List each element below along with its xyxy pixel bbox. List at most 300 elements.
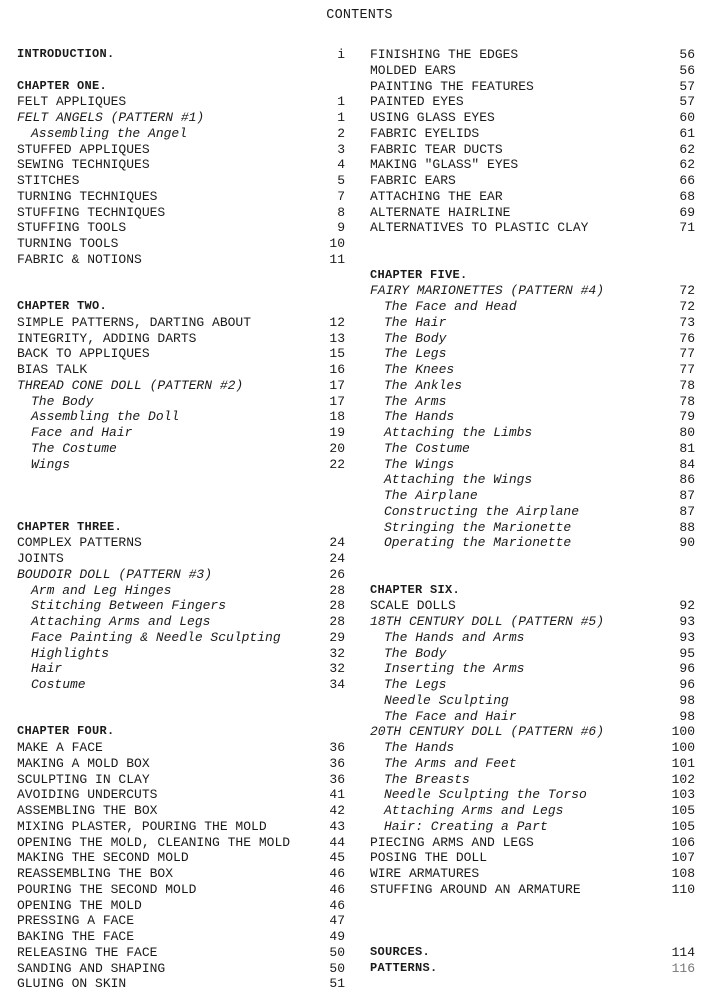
- toc-page-number: 71: [679, 220, 695, 236]
- toc-page-number: 79: [679, 409, 695, 425]
- section-spacer: [17, 472, 345, 519]
- toc-entry-title: Inserting the Arms: [384, 661, 525, 677]
- toc-entry: [370, 866, 695, 882]
- toc-page-number: 36: [329, 771, 345, 787]
- toc-entry-title: Attaching the Wings: [384, 472, 533, 488]
- toc-entry-title: The Costume: [384, 440, 470, 456]
- toc-entry-title: FINISHING THE EDGES: [370, 47, 519, 62]
- toc-page-number: 114: [671, 944, 695, 960]
- toc-subentry: [370, 677, 695, 693]
- toc-entry-title: 20TH CENTURY DOLL (PATTERN #6): [370, 724, 605, 740]
- toc-subentry: [17, 394, 345, 410]
- toc-page-number: 13: [329, 330, 345, 346]
- toc-entry-title: BACK TO APPLIQUES: [17, 346, 150, 362]
- toc-page-number: 12: [329, 314, 345, 330]
- toc-page-number: 73: [679, 314, 695, 330]
- toc-entry-title: BOUDOIR DOLL (PATTERN #3): [17, 566, 213, 582]
- toc-subentry: [370, 472, 695, 488]
- toc-entry: [17, 189, 345, 205]
- toc-subentry: [370, 441, 695, 457]
- toc-entry: [17, 110, 345, 126]
- toc-page-number: 107: [671, 850, 695, 866]
- toc-page-number: 3: [337, 141, 345, 157]
- toc-entry-title: SIMPLE PATTERNS, DARTING ABOUT: [17, 314, 252, 330]
- toc-entry-title: Stringing the Marionette: [384, 519, 572, 535]
- toc-entry-title: Hair: [31, 661, 63, 677]
- toc-page-number: 105: [671, 803, 695, 818]
- toc-entry-title: SANDING AND SHAPING: [17, 960, 166, 976]
- toc-page-number: 100: [671, 724, 695, 740]
- toc-page-number: 66: [679, 173, 695, 188]
- toc-entry-title: Needle Sculpting the Torso: [384, 787, 587, 803]
- toc-page-number: i: [337, 47, 345, 62]
- toc-entry-title: The Airplane: [384, 488, 478, 503]
- toc-page-number: 34: [329, 677, 345, 692]
- toc-entry: [17, 157, 345, 173]
- toc-page-number: 110: [671, 881, 695, 897]
- toc-entry: [17, 551, 345, 567]
- section-spacer: [370, 551, 695, 583]
- toc-entry: [370, 205, 695, 221]
- toc-entry: [17, 252, 345, 268]
- toc-section-heading: [17, 47, 345, 63]
- toc-entry-title: The Costume: [31, 440, 117, 456]
- toc-entry-title: BAKING THE FACE: [17, 929, 135, 944]
- toc-entry-title: PRESSING A FACE: [17, 913, 135, 929]
- toc-page-number: 4: [337, 157, 345, 173]
- toc-subentry: [17, 441, 345, 457]
- toc-section-heading: [17, 79, 345, 95]
- toc-entry-title: INTEGRITY, ADDING DARTS: [17, 330, 197, 346]
- toc-entry-title: Hair: Creating a Part: [384, 818, 548, 834]
- toc-entry-title: Attaching Arms and Legs: [384, 803, 564, 818]
- toc-entry: [17, 913, 345, 929]
- toc-entry: [370, 157, 695, 173]
- toc-entry-title: RELEASING THE FACE: [17, 944, 158, 960]
- toc-entry-title: The Face and Head: [384, 299, 517, 314]
- toc-entry: [370, 79, 695, 95]
- toc-subentry: [17, 677, 345, 693]
- toc-entry-title: MAKING A MOLD BOX: [17, 755, 150, 771]
- toc-entry-title: CHAPTER THREE.: [17, 519, 123, 534]
- toc-entry-title: The Legs: [384, 677, 447, 692]
- toc-entry-title: PIECING ARMS AND LEGS: [370, 834, 534, 850]
- toc-page-number: 1: [337, 94, 345, 110]
- toc-subentry: [17, 457, 345, 473]
- toc-page-number: 5: [337, 173, 345, 188]
- toc-entry: [17, 94, 345, 110]
- toc-entry: [370, 598, 695, 614]
- toc-entry: [370, 110, 695, 126]
- toc-entry-title: The Body: [384, 330, 447, 346]
- toc-page-number: 19: [329, 425, 345, 440]
- toc-page-number: 68: [679, 188, 695, 204]
- toc-entry-title: REASSEMBLING THE BOX: [17, 866, 174, 881]
- toc-entry-title: FABRIC TEAR DUCTS: [370, 141, 503, 157]
- toc-page-number: 84: [679, 456, 695, 472]
- toc-page-number: 32: [329, 661, 345, 677]
- toc-entry-title: Stitching Between Fingers: [31, 598, 227, 614]
- toc-page-number: 9: [337, 220, 345, 236]
- toc-entry-title: The Hands: [384, 740, 455, 755]
- toc-page-number: 86: [679, 472, 695, 488]
- toc-page-number: 81: [679, 440, 695, 456]
- toc-entry: [370, 47, 695, 63]
- toc-entry-title: TURNING TOOLS: [17, 236, 119, 251]
- toc-entry: [17, 535, 345, 551]
- toc-entry: [370, 220, 695, 236]
- toc-section-heading: [370, 961, 695, 977]
- toc-subentry: [370, 803, 695, 819]
- toc-entry-title: POSING THE DOLL: [370, 850, 488, 866]
- toc-page-number: 78: [679, 377, 695, 393]
- toc-section-heading: [17, 724, 345, 740]
- toc-page-number: 41: [329, 787, 345, 803]
- toc-page-number: 57: [679, 78, 695, 94]
- toc-entry: [17, 929, 345, 945]
- toc-entry-title: The Ankles: [384, 377, 463, 393]
- toc-entry-title: SCULPTING IN CLAY: [17, 771, 150, 787]
- section-spacer: [17, 268, 345, 300]
- toc-entry: [370, 94, 695, 110]
- toc-page-number: 15: [329, 346, 345, 362]
- toc-entry-title: Face and Hair: [31, 425, 133, 440]
- toc-entry-title: MOLDED EARS: [370, 62, 456, 78]
- toc-subentry: [370, 346, 695, 362]
- toc-page-number: 98: [679, 692, 695, 708]
- toc-entry-title: Arm and Leg Hinges: [31, 582, 172, 598]
- toc-entry-title: Attaching Arms and Legs: [31, 614, 211, 629]
- toc-entry-title: The Wings: [384, 456, 455, 472]
- toc-page-number: 7: [337, 188, 345, 204]
- toc-entry-title: ASSEMBLING THE BOX: [17, 803, 158, 818]
- toc-page-number: 46: [329, 881, 345, 897]
- toc-entry: [17, 835, 345, 851]
- toc-entry: [370, 63, 695, 79]
- toc-subentry: [370, 630, 695, 646]
- toc-entry: [17, 173, 345, 189]
- toc-entry: [17, 205, 345, 221]
- toc-entry-title: The Knees: [384, 362, 455, 377]
- toc-entry-title: The Face and Hair: [384, 708, 517, 724]
- toc-page-number: 78: [679, 393, 695, 409]
- toc-entry-title: The Arms and Feet: [384, 755, 517, 771]
- toc-right-column: [370, 47, 695, 976]
- toc-subentry: [370, 315, 695, 331]
- toc-page-number: 60: [679, 110, 695, 125]
- toc-page-number: 57: [679, 94, 695, 110]
- toc-page-number: 17: [329, 377, 345, 393]
- toc-page-number: 77: [679, 346, 695, 362]
- toc-entry-title: FABRIC EARS: [370, 173, 456, 188]
- toc-subentry: [370, 394, 695, 410]
- toc-entry-title: STUFFING TOOLS: [17, 220, 127, 236]
- toc-entry-title: MAKING THE SECOND MOLD: [17, 850, 189, 866]
- toc-entry-title: CHAPTER ONE.: [17, 78, 108, 93]
- toc-page-number: 106: [671, 834, 695, 850]
- toc-page-number: 50: [329, 960, 345, 976]
- toc-page-number: 46: [329, 866, 345, 881]
- toc-page-number: 87: [679, 488, 695, 503]
- toc-entry-title: Attaching the Limbs: [384, 425, 533, 440]
- page-title: CONTENTS: [326, 8, 393, 23]
- toc-entry-title: The Hands: [384, 409, 455, 425]
- toc-entry: [17, 787, 345, 803]
- toc-entry-title: The Legs: [384, 346, 447, 362]
- toc-entry-title: ATTACHING THE EAR: [370, 188, 503, 204]
- toc-subentry: [370, 457, 695, 473]
- toc-entry-title: CHAPTER TWO.: [17, 299, 108, 313]
- toc-entry-title: SCALE DOLLS: [370, 598, 456, 614]
- section-spacer: [370, 898, 695, 945]
- toc-page-number: 47: [329, 913, 345, 929]
- toc-entry-title: INTRODUCTION.: [17, 47, 115, 61]
- toc-entry-title: PAINTING THE FEATURES: [370, 78, 534, 94]
- toc-entry: [370, 835, 695, 851]
- toc-page-number: 46: [329, 897, 345, 913]
- toc-page-number: 92: [679, 598, 695, 614]
- toc-entry-title: ALTERNATE HAIRLINE: [370, 204, 511, 220]
- toc-subentry: [370, 709, 695, 725]
- toc-subentry: [370, 693, 695, 709]
- toc-page-number: 56: [679, 62, 695, 78]
- toc-entry-title: 18TH CENTURY DOLL (PATTERN #5): [370, 614, 605, 629]
- toc-page-number: 28: [329, 614, 345, 629]
- section-spacer: [17, 693, 345, 725]
- toc-entry: [17, 819, 345, 835]
- toc-page-number: 98: [679, 708, 695, 724]
- toc-entry: [17, 362, 345, 378]
- toc-entry: [370, 142, 695, 158]
- toc-entry: [370, 189, 695, 205]
- toc-entry-title: WIRE ARMATURES: [370, 866, 480, 881]
- toc-subentry: [370, 646, 695, 662]
- toc-page-number: 11: [329, 251, 345, 267]
- toc-page-number: 72: [679, 283, 695, 299]
- toc-entry-title: Operating the Marionette: [384, 535, 572, 551]
- toc-page-number: 96: [679, 661, 695, 677]
- toc-page-number: 50: [329, 944, 345, 960]
- toc-entry: [17, 142, 345, 158]
- toc-entry-title: STUFFING AROUND AN ARMATURE: [370, 881, 581, 897]
- toc-entry: [370, 882, 695, 898]
- toc-entry: [17, 220, 345, 236]
- toc-subentry: [370, 661, 695, 677]
- toc-entry-title: ALTERNATIVES TO PLASTIC CLAY: [370, 220, 589, 236]
- toc-subentry: [17, 425, 345, 441]
- toc-entry: [370, 850, 695, 866]
- toc-subentry: [370, 504, 695, 520]
- toc-entry-title: CHAPTER FIVE.: [370, 267, 468, 282]
- toc-subentry: [17, 598, 345, 614]
- toc-entry-title: FABRIC EYELIDS: [370, 125, 480, 141]
- toc-page-number: 62: [679, 157, 695, 173]
- toc-entry-title: GLUING ON SKIN: [17, 976, 127, 992]
- toc-page-number: 36: [329, 740, 345, 755]
- toc-entry-title: TURNING TECHNIQUES: [17, 188, 158, 204]
- section-spacer: [17, 63, 345, 79]
- toc-page-number: 102: [671, 771, 695, 787]
- toc-subentry: [370, 819, 695, 835]
- toc-subentry: [17, 646, 345, 662]
- toc-page-number: 36: [329, 755, 345, 771]
- toc-entry-title: FAIRY MARIONETTES (PATTERN #4): [370, 283, 605, 299]
- toc-page-number: 32: [329, 645, 345, 661]
- toc-entry-title: Assembling the Angel: [31, 125, 188, 141]
- toc-subentry: [17, 409, 345, 425]
- toc-entry-title: PATTERNS.: [370, 960, 438, 975]
- toc-entry: [17, 803, 345, 819]
- toc-entry: [17, 772, 345, 788]
- toc-subentry: [370, 520, 695, 536]
- toc-entry-title: MAKING "GLASS" EYES: [370, 157, 519, 173]
- toc-entry-title: THREAD CONE DOLL (PATTERN #2): [17, 377, 244, 393]
- toc-subentry: [370, 425, 695, 441]
- toc-entry-title: OPENING THE MOLD: [17, 897, 142, 913]
- toc-entry-title: Assembling the Doll: [31, 409, 180, 425]
- toc-entry-title: AVOIDING UNDERCUTS: [17, 787, 158, 803]
- toc-page-number: 116: [671, 960, 695, 976]
- toc-page-number: 93: [679, 614, 695, 629]
- toc-entry: [17, 945, 345, 961]
- toc-entry: [17, 567, 345, 583]
- toc-page-number: 24: [329, 551, 345, 566]
- toc-subentry: [17, 630, 345, 646]
- toc-entry-title: The Hair: [384, 314, 447, 330]
- toc-page-number: 44: [329, 834, 345, 850]
- toc-subentry: [370, 299, 695, 315]
- toc-page-number: 101: [671, 755, 695, 771]
- toc-entry: [17, 740, 345, 756]
- toc-page-number: 8: [337, 204, 345, 220]
- toc-entry: [17, 331, 345, 347]
- toc-page-number: 77: [679, 362, 695, 377]
- toc-entry-title: FELT ANGELS (PATTERN #1): [17, 110, 205, 125]
- toc-page-number: 1: [337, 110, 345, 125]
- toc-entry-title: The Arms: [384, 393, 447, 409]
- toc-page-number: 103: [671, 787, 695, 803]
- toc-entry-title: POURING THE SECOND MOLD: [17, 881, 197, 897]
- toc-subentry: [370, 362, 695, 378]
- toc-entry-title: The Breasts: [384, 771, 470, 787]
- toc-page-number: 76: [679, 330, 695, 346]
- toc-entry-title: FELT APPLIQUES: [17, 94, 127, 110]
- toc-entry-title: SOURCES.: [370, 944, 431, 959]
- toc-section-heading: [370, 583, 695, 599]
- toc-section-heading: [370, 945, 695, 961]
- toc-entry-title: Constructing the Airplane: [384, 503, 580, 519]
- toc-subentry: [370, 409, 695, 425]
- toc-page-number: 95: [679, 645, 695, 661]
- toc-left-column: [17, 47, 345, 992]
- toc-page-number: 17: [329, 393, 345, 409]
- toc-page-number: 28: [329, 582, 345, 598]
- toc-page-number: 56: [679, 47, 695, 62]
- toc-page-number: 105: [671, 818, 695, 834]
- toc-page-number: 22: [329, 456, 345, 472]
- toc-page-number: 26: [329, 566, 345, 582]
- toc-subentry: [17, 583, 345, 599]
- toc-entry: [17, 378, 345, 394]
- toc-entry-title: SEWING TECHNIQUES: [17, 157, 150, 173]
- toc-entry-title: CHAPTER FOUR.: [17, 724, 115, 739]
- toc-entry-title: JOINTS: [17, 551, 64, 566]
- toc-entry-title: BIAS TALK: [17, 362, 88, 377]
- toc-entry: [370, 614, 695, 630]
- toc-entry: [17, 346, 345, 362]
- toc-subentry: [370, 535, 695, 551]
- toc-entry: [17, 866, 345, 882]
- toc-entry: [17, 898, 345, 914]
- toc-subentry: [370, 756, 695, 772]
- toc-page-number: 45: [329, 850, 345, 866]
- toc-page-number: 51: [329, 976, 345, 992]
- toc-page-number: 10: [329, 236, 345, 251]
- toc-subentry: [370, 787, 695, 803]
- toc-entry-title: STUFFED APPLIQUES: [17, 141, 150, 157]
- toc-entry-title: STUFFING TECHNIQUES: [17, 204, 166, 220]
- toc-entry: [17, 756, 345, 772]
- toc-entry-title: Costume: [31, 677, 86, 692]
- toc-page-number: 93: [679, 629, 695, 645]
- toc-entry-title: Highlights: [31, 645, 110, 661]
- toc-page-number: 69: [679, 204, 695, 220]
- toc-entry-title: The Hands and Arms: [384, 629, 525, 645]
- toc-entry-title: Wings: [31, 456, 71, 472]
- toc-entry-title: MAKE A FACE: [17, 740, 103, 755]
- toc-entry-title: CHAPTER SIX.: [370, 582, 461, 597]
- toc-subentry: [370, 772, 695, 788]
- toc-page-number: 29: [329, 629, 345, 645]
- section-spacer: [370, 236, 695, 268]
- toc-page-number: 62: [679, 141, 695, 157]
- toc-section-heading: [17, 299, 345, 315]
- toc-entry-title: Face Painting & Needle Sculpting: [31, 629, 281, 645]
- toc-entry-title: OPENING THE MOLD, CLEANING THE MOLD: [17, 834, 291, 850]
- toc-page-number: 20: [329, 440, 345, 456]
- toc-page-number: 80: [679, 425, 695, 440]
- toc-subentry: [17, 661, 345, 677]
- toc-subentry: [370, 488, 695, 504]
- toc-subentry: [370, 740, 695, 756]
- toc-entry: [17, 236, 345, 252]
- toc-entry: [370, 126, 695, 142]
- toc-entry: [17, 315, 345, 331]
- toc-page-number: 61: [679, 125, 695, 141]
- toc-entry-title: USING GLASS EYES: [370, 110, 495, 125]
- toc-page-number: 16: [329, 362, 345, 377]
- toc-subentry: [370, 331, 695, 347]
- toc-page-number: 2: [337, 125, 345, 141]
- toc-entry-title: COMPLEX PATTERNS: [17, 535, 142, 551]
- toc-page-number: 43: [329, 818, 345, 834]
- toc-page-number: 108: [671, 866, 695, 881]
- toc-entry: [17, 850, 345, 866]
- toc-subentry: [17, 614, 345, 630]
- toc-page-number: 72: [679, 299, 695, 314]
- toc-page-number: 88: [679, 519, 695, 535]
- toc-page-number: 96: [679, 677, 695, 692]
- toc-page-number: 24: [329, 535, 345, 551]
- toc-entry: [370, 724, 695, 740]
- toc-page-number: 18: [329, 409, 345, 425]
- toc-section-heading: [17, 520, 345, 536]
- toc-page-number: 42: [329, 803, 345, 818]
- toc-section-heading: [370, 268, 695, 284]
- toc-entry-title: Needle Sculpting: [384, 692, 509, 708]
- toc-entry: [370, 283, 695, 299]
- toc-entry-title: PAINTED EYES: [370, 94, 464, 110]
